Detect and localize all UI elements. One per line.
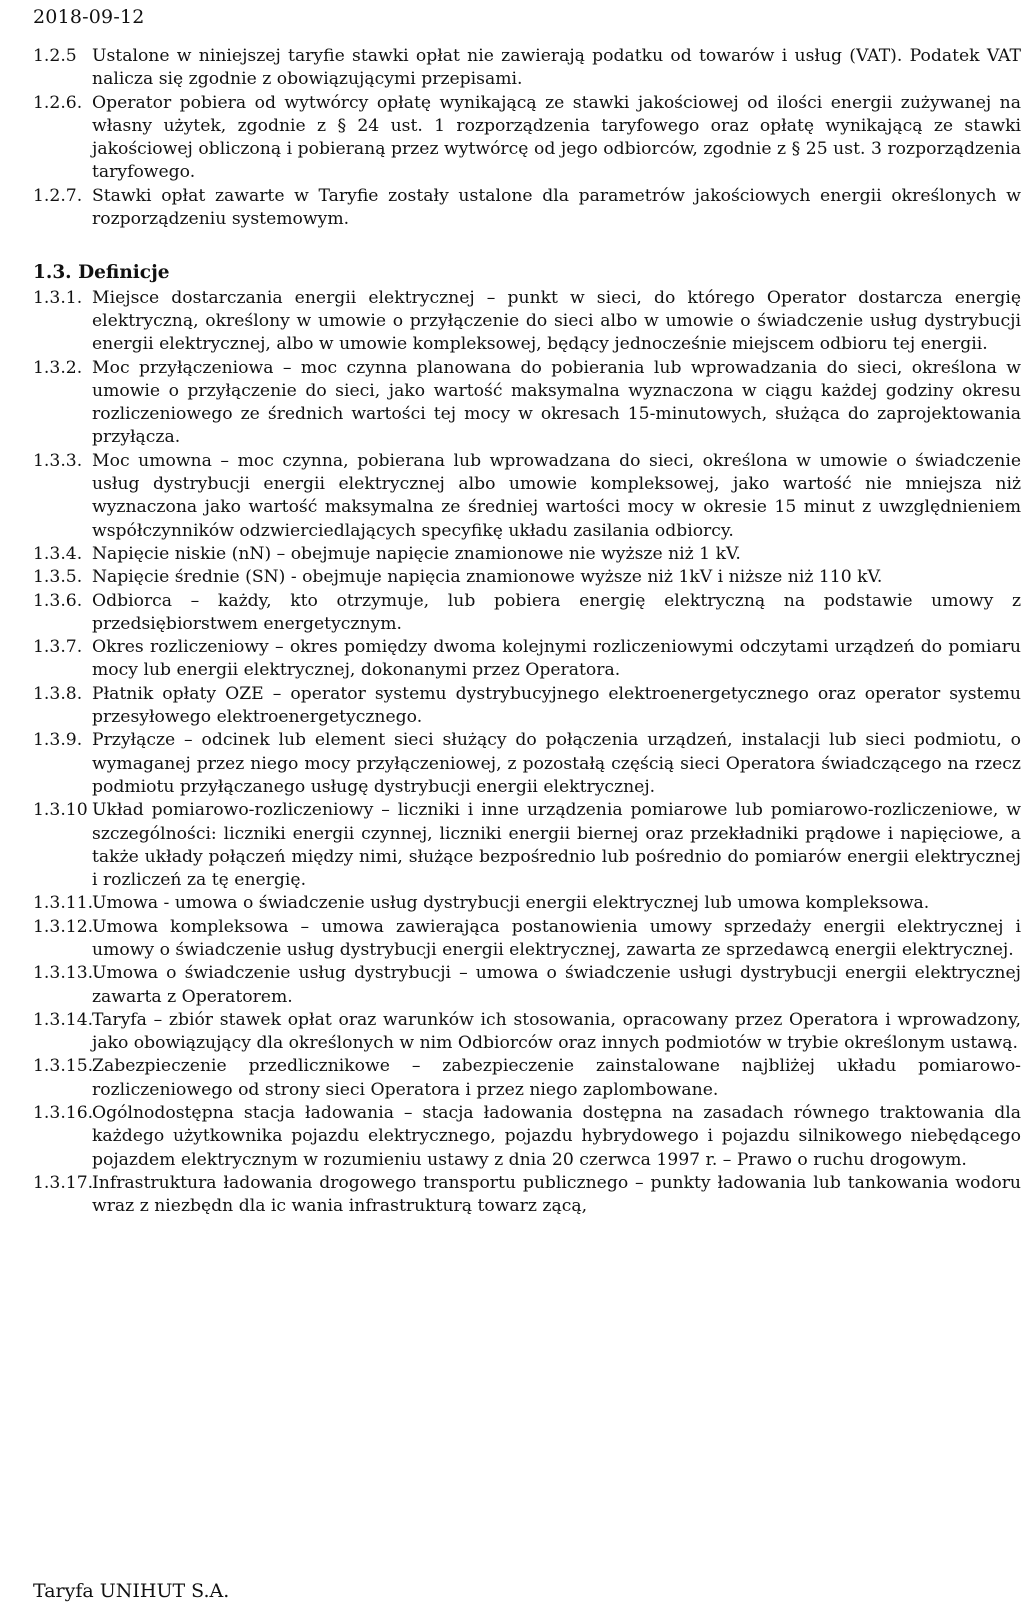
definition-item (33, 590, 1021, 637)
definition-item (33, 1009, 1021, 1056)
paragraph-number: 1.2.5 (33, 46, 77, 66)
paragraph-text: Przyłącze – odcinek lub element sieci służący do połączenia urządzeń, instalacji lub sieci podmiotu, o wymaganej przez niego mocy przyłączeniowej, z pozostałą częścią sieci Operatora świadczącego na rzecz podmiotu przyłączanego usługę dystrybucji energii elektrycznej. (92, 730, 1021, 797)
paragraph-text: Płatnik opłaty OZE – operator systemu dystrybucyjnego elektroenergetycznego oraz operator systemu przesyłowego elektroenergetycznego. (92, 683, 1021, 728)
paragraph-number: 1.3.1. (33, 287, 83, 308)
paragraph-number: 1.3.11. (33, 893, 94, 914)
paragraph-number: 1.2.7. (33, 185, 83, 206)
paragraph-text: Odbiorca – każdy, kto otrzymuje, lub pobiera energię elektryczną na podstawie umowy z przedsiębiorstwem energetycznym. (92, 590, 1021, 634)
paragraph-text: Umowa kompleksowa – umowa zawierająca postanowienia umowy sprzedaży energii elektrycznej i umowy o świadczenie usług dystrybucji energii elektrycznej, zawarta ze sprzedawcą energii elektrycznej. (92, 916, 1021, 960)
definition-item (33, 1055, 1021, 1102)
paragraph-text: Infrastruktura ładowania drogowego transportu publicznego – punkty ładowania lub tankowania wodoru wraz z niezbędn dla ic wania infrastrukturą towarz zącą, (92, 1172, 1021, 1217)
paragraph-number: 1.3.3. (33, 450, 83, 471)
paragraph-text: Okres rozliczeniowy – okres pomiędzy dwoma kolejnymi rozliczeniowymi odczytami urządzeń do pomiaru mocy lub energii elektrycznej, dokonanymi przez Operatora. (92, 637, 1021, 681)
paragraph-number: 1.3.5. (33, 567, 83, 588)
document-footer: Taryfa UNIHUT S.A. (33, 1580, 230, 1602)
definition-item (33, 892, 1021, 915)
paragraph-text: Umowa - umowa o świadczenie usług dystrybucji energii elektrycznej lub umowa kompleksowa. (92, 893, 930, 914)
definition-item (33, 683, 1021, 730)
document-date: 2018-09-12 (33, 6, 145, 28)
paragraph-text: Umowa o świadczenie usług dystrybucji – umowa o świadczenie usługi dystrybucji energii elektrycznej zawarta z Operatorem. (92, 963, 1021, 1007)
paragraph-text: Stawki opłat zawarte w Taryfie zostały ustalone dla parametrów jakościowych energii określonych w rozporządzeniu systemowym. (92, 185, 1021, 230)
provision-paragraph (33, 45, 1021, 92)
paragraph-number: 1.2.6. (33, 92, 83, 113)
definition-item (33, 729, 1021, 799)
paragraph-number: 1.3.2. (33, 357, 83, 378)
paragraph-number: 1.3.6. (33, 590, 83, 611)
definition-item (33, 636, 1021, 683)
paragraph-text: Miejsce dostarczania energii elektrycznej – punkt w sieci, do którego Operator dostarcza energię elektryczną, określony w umowie o przyłączenie do sieci albo w umowie o świadczenie usług dystrybucji energii elektrycznej, albo w umowie kompleksowej, będący jednocześnie miejscem odbioru tej energii. (92, 287, 1021, 355)
definitions-list (33, 287, 1021, 1219)
definition-item (33, 916, 1021, 963)
definition-item (33, 799, 1021, 892)
paragraph-number: 1.3.10 (33, 800, 88, 821)
paragraph-text: Napięcie niskie (nN) – obejmuje napięcie znamionowe nie wyższe niż 1 kV. (92, 543, 741, 564)
general-provisions (33, 45, 1021, 231)
definition-item (33, 1172, 1021, 1219)
paragraph-number: 1.3.7. (33, 637, 83, 658)
paragraph-number: 1.3.13. (33, 963, 94, 984)
paragraph-number: 1.3.12. (33, 916, 94, 937)
paragraph-text: Taryfa – zbiór stawek opłat oraz warunków ich stosowania, opracowany przez Operatora i wprowadzony, jako obowiązujący dla określonych w nim Odbiorców oraz innych podmiotów w trybie określonym ustawą. (92, 1009, 1021, 1054)
paragraph-text: Zabezpieczenie przedlicznikowe – zabezpieczenie zainstalowane najbliżej układu pomiarowo-rozliczeniowego od strony sieci Operatora i przez niego zaplombowane. (92, 1056, 1021, 1100)
paragraph-number: 1.3.17. (33, 1172, 94, 1193)
definition-item (33, 566, 1021, 589)
provision-paragraph (33, 185, 1021, 232)
paragraph-text: Operator pobiera od wytwórcy opłatę wynikającą ze stawki jakościowej od ilości energii zużywanej na własny użytek, zgodnie z § 24 ust. 1 rozporządzenia taryfowego oraz opłatę wynikającą ze stawki jakościowej obliczoną i pobieraną przez wytwórcę od jego odbiorców, zgodnie z § 25 ust. 3 rozporządzenia taryfowego. (92, 92, 1021, 183)
definition-item (33, 287, 1021, 357)
section-heading: 1.3. Definicje (33, 262, 170, 284)
paragraph-text: Napięcie średnie (SN) - obejmuje napięcia znamionowe wyższe niż 1kV i niższe niż 110 kV. (92, 567, 883, 588)
paragraph-number: 1.3.4. (33, 543, 83, 564)
definition-item (33, 450, 1021, 543)
paragraph-number: 1.3.16. (33, 1103, 94, 1124)
provision-paragraph (33, 92, 1021, 185)
paragraph-text: Ogólnodostępna stacja ładowania – stacja ładowania dostępna na zasadach równego traktowania dla każdego użytkownika pojazdu elektrycznego, pojazdu hybrydowego i pojazdu silnikowego niebędącego pojazdem elektrycznym w rozumieniu ustawy z dnia 20 czerwca 1997 r. – Prawo o ruchu drogowym. (92, 1103, 1021, 1170)
definition-item (33, 543, 1021, 566)
paragraph-number: 1.3.9. (33, 730, 83, 751)
definition-item (33, 357, 1021, 450)
paragraph-text: Moc przyłączeniowa – moc czynna planowana do pobierania lub wprowadzania do sieci, określona w umowie o przyłączenie do sieci, jako wartość maksymalna wyznaczona w ciągu każdej godziny okresu rozliczeniowego ze średnich wartości tej mocy w okresach 15-minutowych, służąca do zaprojektowania przyłącza. (92, 357, 1021, 448)
definition-item (33, 962, 1021, 1009)
definition-item (33, 1102, 1021, 1172)
paragraph-text: Ustalone w niniejszej taryfie stawki opłat nie zawierają podatku od towarów i usług (VAT). Podatek VAT nalicza się zgodnie z obowiązującymi przepisami. (92, 46, 1021, 90)
document-body (33, 45, 1021, 1219)
paragraph-text: Układ pomiarowo-rozliczeniowy – liczniki i inne urządzenia pomiarowe lub pomiarowo-rozliczeniowe, w szczególności: liczniki energii czynnej, liczniki energii biernej oraz przekładniki prądowe i napięciowe, a także układy połączeń między nimi, służące bezpośrednio lub pośrednio do pomiarów energii elektrycznej i rozliczeń za tę energię. (92, 800, 1021, 891)
section-gap (33, 231, 1021, 253)
paragraph-text: Moc umowna – moc czynna, pobierana lub wprowadzana do sieci, określona w umowie o świadczenie usług dystrybucji energii elektrycznej albo umowie kompleksowej, jako wartość nie mniejsza niż wyznaczona jako wartość maksymalna ze średniej wartości mocy w okresie 15 minut z uwzględnieniem współczynników odzwierciedlających specyfikę układu zasilania odbiorcy. (92, 450, 1021, 541)
paragraph-number: 1.3.8. (33, 683, 83, 704)
paragraph-number: 1.3.14. (33, 1009, 94, 1030)
paragraph-number: 1.3.15. (33, 1056, 94, 1077)
